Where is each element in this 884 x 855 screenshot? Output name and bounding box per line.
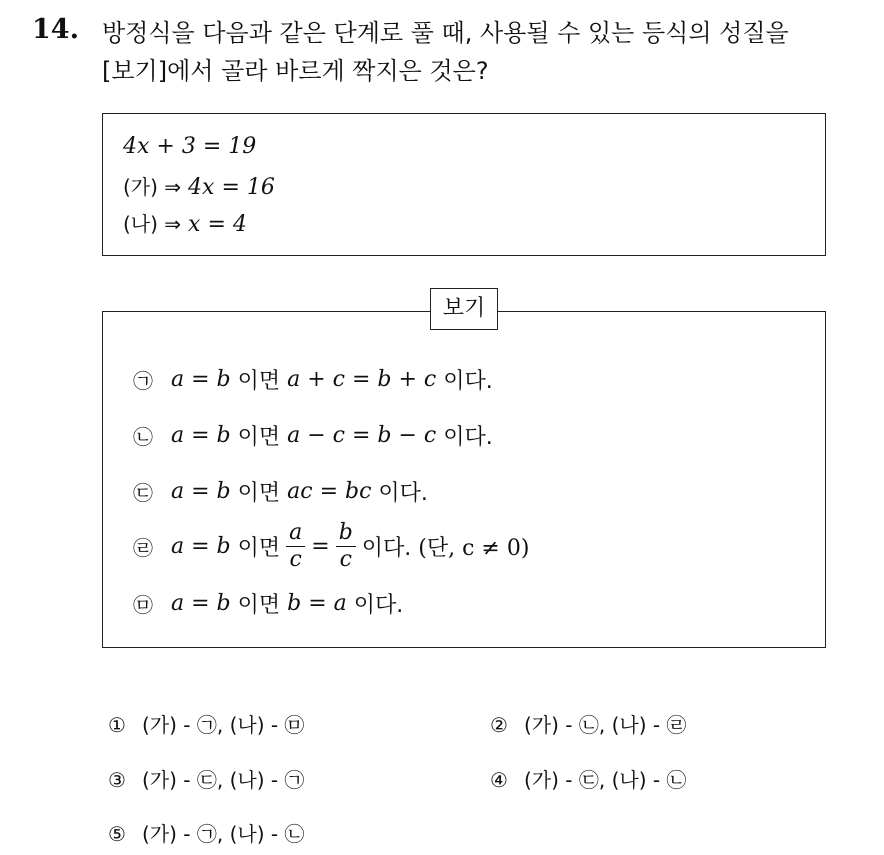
bogi-ending: 이다. <box>443 425 493 450</box>
fraction-numerator: b <box>336 520 356 547</box>
bogi-ending: 이다. <box>443 369 493 394</box>
question-line-2: [보기]에서 골라 바르게 짝지은 것은? <box>102 57 489 85</box>
fraction-b-over-c <box>336 520 356 573</box>
choice-text: (가) - ㉢, (나) - ㉠ <box>142 768 305 792</box>
choice-text: (가) - ㉠, (나) - ㉤ <box>142 713 305 737</box>
bogi-item-rieul <box>133 520 529 573</box>
bogi-result: a + c = b + c <box>287 367 437 392</box>
choice-number: ③ <box>108 768 126 792</box>
bogi-result: b = a <box>287 591 347 616</box>
step-expression: 4x + 3 = 19 <box>123 134 257 159</box>
bogi-box <box>102 311 826 648</box>
bogi-title: 보기 <box>430 288 498 330</box>
bogi-condition: a = b <box>171 479 231 504</box>
bogi-ending: 이다. <box>361 536 412 561</box>
choice-4[interactable] <box>490 764 686 793</box>
step-tag-na: (나) ⇒ <box>123 212 182 236</box>
solution-steps-box <box>102 113 826 256</box>
fraction-a-over-c <box>286 520 305 573</box>
choice-number: ① <box>108 713 126 737</box>
bogi-item-nieun <box>133 420 493 451</box>
fraction-denominator: c <box>289 547 302 572</box>
choice-text: (가) - ㉡, (나) - ㉣ <box>524 713 687 737</box>
bogi-condition: a = b <box>171 534 231 559</box>
step-line-0 <box>123 134 256 159</box>
step-expression: 4x = 16 <box>188 175 275 200</box>
question-number: 14. <box>32 14 79 45</box>
step-expression: x = 4 <box>188 212 247 237</box>
choice-text: (가) - ㉢, (나) - ㉡ <box>524 768 687 792</box>
question-stem <box>102 14 872 90</box>
step-line-2 <box>123 208 247 237</box>
bogi-item-digeut <box>133 476 428 507</box>
step-tag-ga: (가) ⇒ <box>123 175 182 199</box>
bogi-marker: ㉢ <box>133 481 153 505</box>
bogi-item-mieum <box>133 588 403 619</box>
bogi-if-word: 이면 <box>237 481 281 506</box>
bogi-if-word: 이면 <box>237 369 281 394</box>
bogi-if-word: 이면 <box>237 593 281 618</box>
equals-sign: = <box>311 534 330 559</box>
choice-5[interactable] <box>108 818 304 847</box>
bogi-if-word: 이면 <box>237 425 281 450</box>
choice-2[interactable] <box>490 709 686 738</box>
bogi-result: ac = bc <box>287 479 372 504</box>
bogi-item-giyeok <box>133 364 493 395</box>
choice-number: ④ <box>490 768 508 792</box>
bogi-condition: a = b <box>171 367 231 392</box>
choice-1[interactable] <box>108 709 304 738</box>
step-line-1 <box>123 171 275 200</box>
bogi-condition-note: (단, c ≠ 0) <box>418 536 530 561</box>
bogi-ending: 이다. <box>353 593 404 618</box>
bogi-condition: a = b <box>171 423 231 448</box>
bogi-ending: 이다. <box>378 481 428 506</box>
choice-number: ⑤ <box>108 822 126 846</box>
bogi-result: a − c = b − c <box>287 423 437 448</box>
bogi-condition: a = b <box>171 591 231 616</box>
bogi-marker: ㉤ <box>133 593 153 617</box>
fraction-numerator: a <box>286 520 305 547</box>
bogi-marker: ㉡ <box>133 425 153 449</box>
choice-number: ② <box>490 713 508 737</box>
fraction-denominator: c <box>339 547 352 572</box>
bogi-marker: ㉠ <box>133 369 153 393</box>
choice-3[interactable] <box>108 764 304 793</box>
bogi-if-word: 이면 <box>237 536 281 561</box>
question-line-1: 방정식을 다음과 같은 단계로 풀 때, 사용될 수 있는 등식의 성질을 <box>102 19 789 47</box>
choice-text: (가) - ㉠, (나) - ㉡ <box>142 822 305 846</box>
bogi-marker: ㉣ <box>133 536 153 560</box>
